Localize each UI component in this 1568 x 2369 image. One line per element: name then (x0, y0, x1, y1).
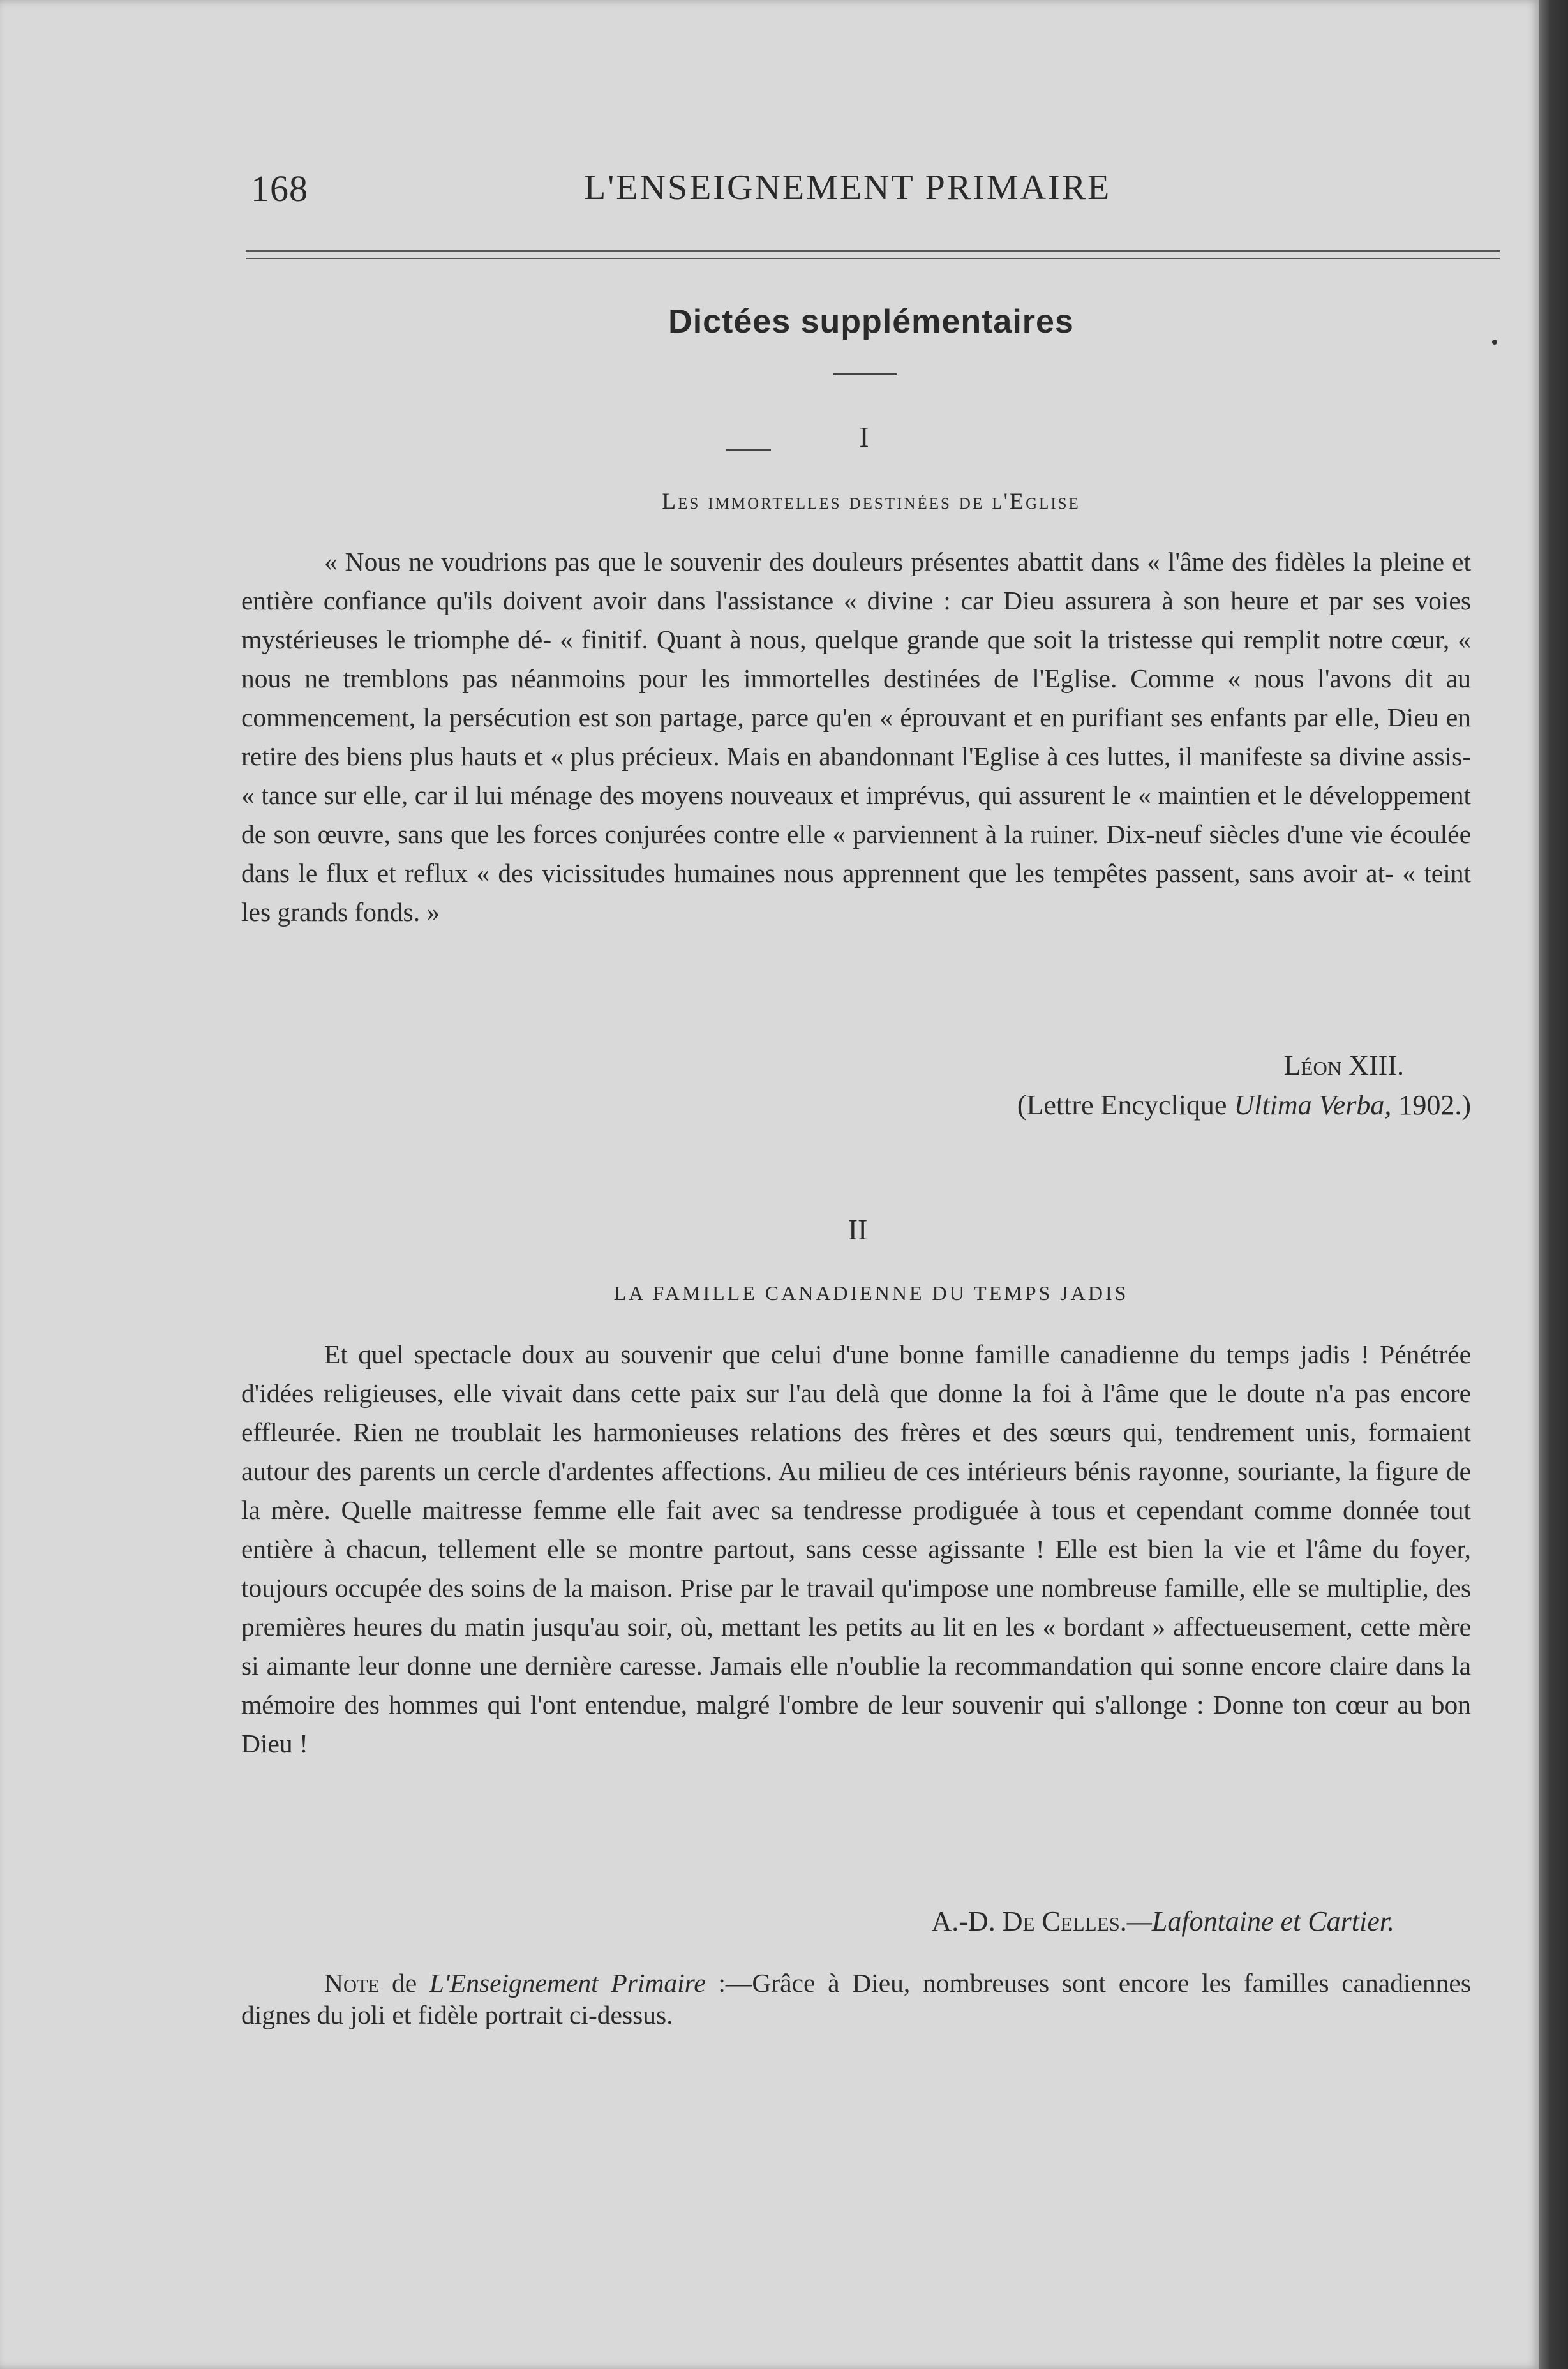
author-name: Léon XIII. (1283, 1050, 1404, 1081)
running-title: L'ENSEIGNEMENT PRIMAIRE (584, 168, 1112, 207)
part1-numeral: I (859, 421, 869, 453)
part2-text: Et quel spectacle doux au souvenir que celui d'une bonne famille canadienne du temps jadis ! Pénétrée d'idées religieuses, elle vivait dans cette paix sur l'au delà que donne la foi à l'âme que le doute n'a pas encore effleurée. Rien ne troublait les harmonieuses relations des frères et des sœurs qui, tendrement unis, formaient autour des parents un cercle d'ardentes affections. Au milieu de ces intérieurs bénis rayonne, souriante, la figure de la mère. Quelle maitresse femme elle fait avec sa tendresse prodiguée à tous et cependant comme donnée tout entière à chacun, tellement elle se montre partout, sans cesse agissante ! Elle est bien la vie et l'âme du foyer, toujours occupée des soins de la maison. Prise par le travail qu'impose une nombreuse famille, elle se multiplie, des premières heures du matin jusqu'au soir, où, mettant les petits au lit en les « bordant » affectueusement, cette mère si aimante leur donne une dernière caresse. Jamais elle n'oublie la recommandation qui sonne encore claire dans la mémoire des hommes qui l'ont entendue, malgré l'ombre de leur souvenir qui s'allonge : Donne ton cœur au bon Dieu ! (241, 1340, 1471, 1758)
numeral-dash (726, 449, 771, 451)
source-title: Ultima Verba, (1234, 1089, 1392, 1121)
part1-quote: « Nous ne voudrions pas que le souvenir des douleurs présentes abattit dans « l'âme des fidèles la pleine et entière confiance qu'ils doivent avoir dans l'assistance « divine : car Dieu assurera à son heure et par ses voies mystérieuses le triomphe dé- « finitif. Quant à nous, quelque grande que soit la tristesse qui remplit notre cœur, « nous ne tremblons pas néanmoins pour les immortelles destinées de l'Eglise. Comme « nous l'avons dit au commencement, la persécution est son partage, parce qu'en « éprouvant et en purifiant ses enfants par elle, Dieu en retire des biens plus hauts et « plus précieux. Mais en abandonnant l'Eglise à ces luttes, il manifeste sa divine assis- « tance sur elle, car il lui ménage des moyens nouveaux et imprévus, qui assurent le « maintien et le développement de son œuvre, sans que les forces conjurées contre elle « parviennent à la ruiner. Dix-neuf siècles d'une vie écoulée dans le flux et reflux « des vicissitudes humaines nous apprennent que les tempêtes passent, sans avoir at- « teint les grands fonds. » (241, 547, 1471, 927)
author-name: A.-D. De Celles. (931, 1906, 1127, 1937)
part1-source (766, 1089, 1471, 1121)
part1-heading: Les immortelles destinées de l'Eglise (662, 488, 1080, 514)
source-prefix: (Lettre Encyclique (1017, 1089, 1234, 1121)
source-year: 1902.) (1391, 1089, 1471, 1121)
part2-attribution (638, 1905, 1394, 1938)
editor-note (241, 1967, 1471, 2031)
page-header (246, 167, 1394, 212)
title-divider (833, 373, 897, 375)
note-text: :—Grâce à Dieu, nombreuses sont encore les familles canadiennes dignes du joli et fidèle portrait ci-dessus. (241, 1968, 1471, 2029)
section-title: Dictées supplémentaires (668, 303, 1074, 340)
header-rule (246, 250, 1500, 252)
header-rule-thin (246, 258, 1500, 259)
work-title: —Lafontaine et Cartier. (1126, 1906, 1394, 1937)
part2-numeral: II (847, 1213, 868, 1246)
journal-title: L'Enseignement Primaire (429, 1968, 706, 1998)
note-label: Note (324, 1968, 380, 1998)
print-speck (1492, 340, 1497, 345)
page-number: 168 (251, 168, 308, 209)
note-prefix: de (379, 1968, 429, 1998)
part2-heading: LA FAMILLE CANADIENNE DU TEMPS JADIS (613, 1282, 1129, 1304)
part1-author (1085, 1049, 1404, 1082)
page-edge (1539, 0, 1568, 2369)
